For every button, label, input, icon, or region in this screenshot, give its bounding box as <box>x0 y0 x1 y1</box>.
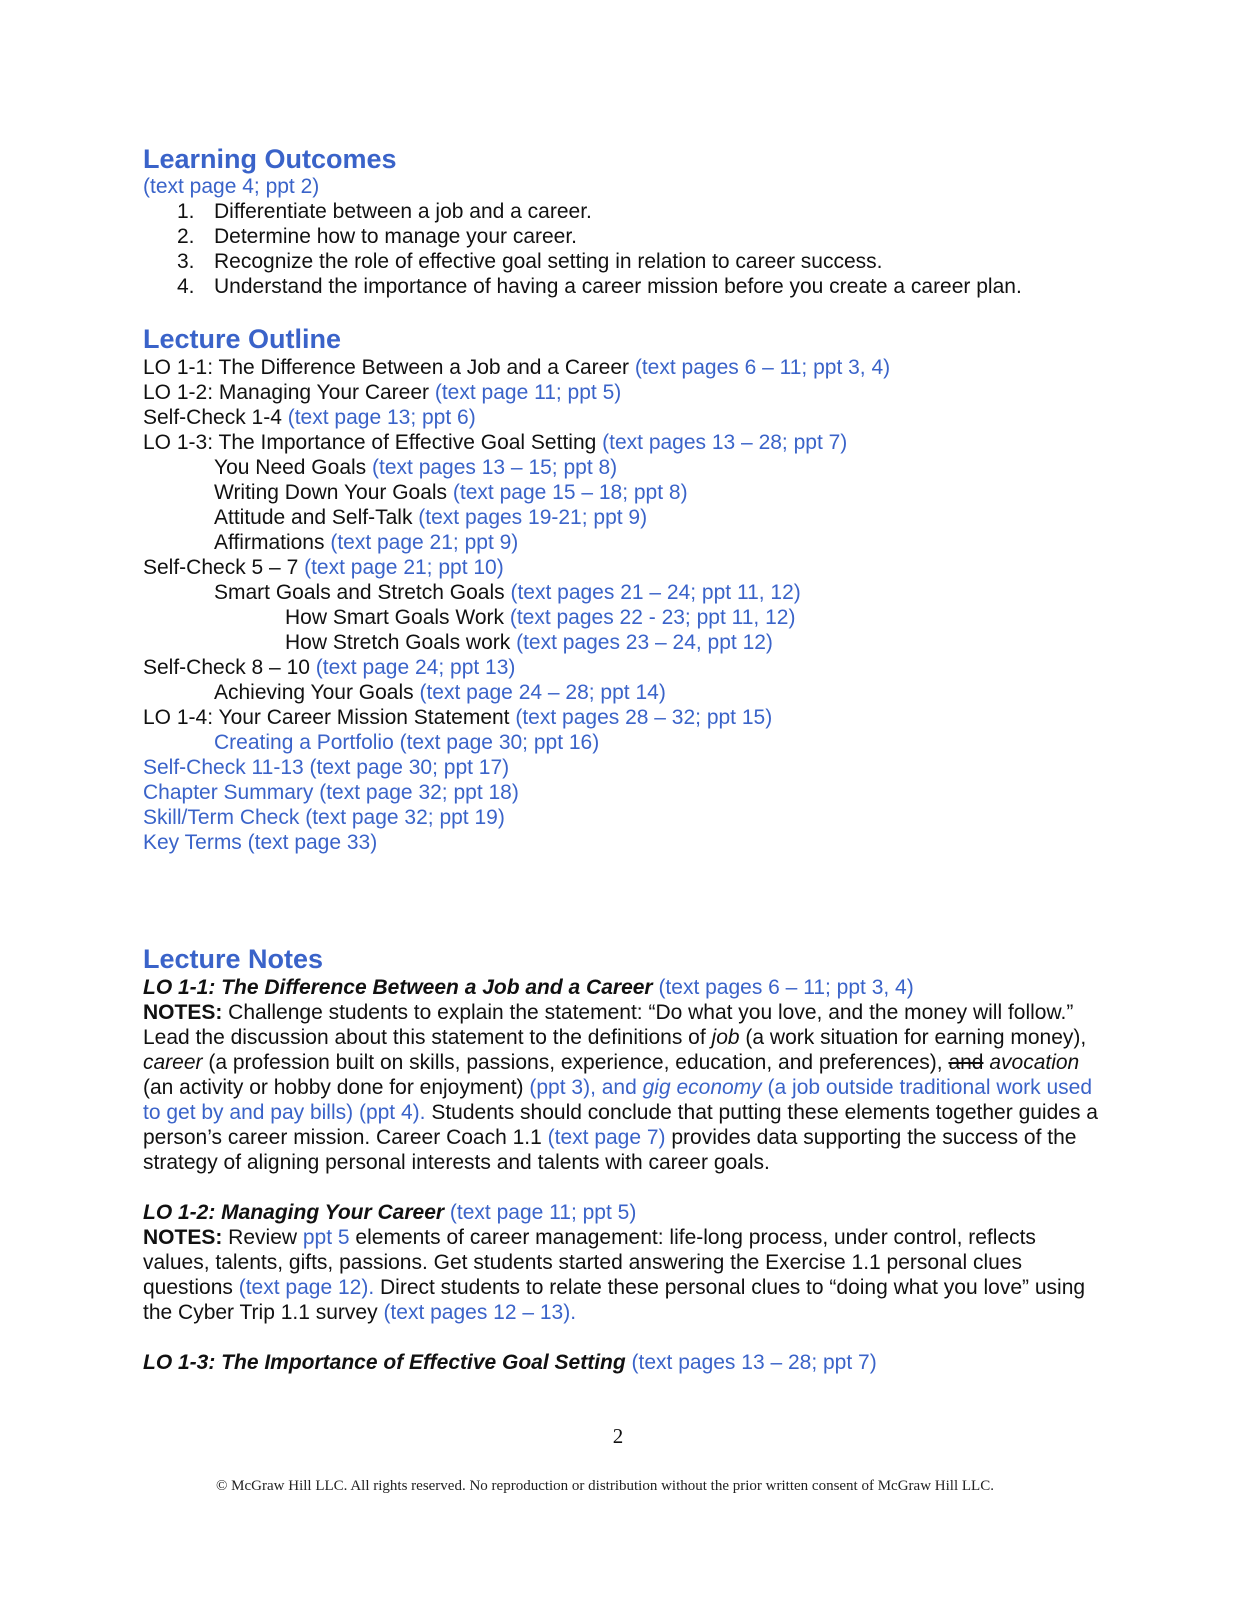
outline-line: Creating a Portfolio (text page 30; ppt 16) <box>214 731 600 754</box>
outline-line: You Need Goals (text pages 13 – 15; ppt 8) <box>214 456 618 479</box>
outline-line: Self-Check 1-4 (text page 13; ppt 6) <box>143 406 476 429</box>
lo3-notes <box>143 1350 1103 1375</box>
outline-line: How Stretch Goals work (text pages 23 – 24, ppt 12) <box>285 631 773 654</box>
section-lecture-outline <box>143 323 1103 855</box>
outline-line: Smart Goals and Stretch Goals (text pages 21 – 24; ppt 11, 12) <box>214 581 801 604</box>
outline-line: Self-Check 5 – 7 (text page 21; ppt 10) <box>143 556 504 579</box>
list-item: 1. Differentiate between a job and a career. <box>177 200 592 223</box>
section-lecture-notes <box>143 943 1103 1375</box>
list-item: 3. Recognize the role of effective goal setting in relation to career success. <box>177 250 883 273</box>
outline-line: Chapter Summary (text page 32; ppt 18) <box>143 781 519 804</box>
lo2-notes <box>143 1200 1103 1325</box>
list-item: 2. Determine how to manage your career. <box>177 225 578 248</box>
outline-line: Achieving Your Goals (text page 24 – 28; ppt 14) <box>214 681 666 704</box>
outline-line: Skill/Term Check (text page 32; ppt 19) <box>143 806 505 829</box>
outline-line: Affirmations (text page 21; ppt 9) <box>214 531 519 554</box>
outline-line: Attitude and Self-Talk (text pages 19-21; ppt 9) <box>214 506 648 529</box>
lo1-paragraph: NOTES: Challenge students to explain the statement: “Do what you love, and the money will follow.” Lead the discussion about this statement to the definitions of job (a work situation for earning money), career (a profession built on skills, passions, experience, education, and preferences), and avocation (an activity or hobby done for enjoyment) (ppt 3), and gig economy (a job outside traditional work used to get by and pay bills) (ppt 4). Students should conclude that putting these elements together guides a person’s career mission. Career Coach 1.1 (text page 7) provides data supporting the success of the strategy of aligning personal interests and talents with career goals. <box>143 1001 1098 1174</box>
outline-line: Key Terms (text page 33) <box>143 831 378 854</box>
learning-outcomes-ref: (text page 4; ppt 2) <box>143 175 320 198</box>
lo2-title-line: LO 1-2: Managing Your Career (text page 11; ppt 5) <box>143 1201 637 1224</box>
lo1-title-line: LO 1-1: The Difference Between a Job and a Career (text pages 6 – 11; ppt 3, 4) <box>143 976 914 999</box>
learning-outcomes-list <box>143 199 1103 299</box>
learning-outcomes-heading: Learning Outcomes <box>143 144 397 174</box>
outline-line: LO 1-4: Your Career Mission Statement (text pages 28 – 32; ppt 15) <box>143 706 773 729</box>
outline-line: How Smart Goals Work (text pages 22 - 23; ppt 11, 12) <box>285 606 796 629</box>
outline-line: Writing Down Your Goals (text page 15 – 18; ppt 8) <box>214 481 688 504</box>
section-learning-outcomes <box>143 143 1103 299</box>
lo3-title-line: LO 1-3: The Importance of Effective Goal Setting (text pages 13 – 28; ppt 7) <box>143 1351 877 1374</box>
lecture-notes-heading: Lecture Notes <box>143 944 324 974</box>
outline-line: LO 1-1: The Difference Between a Job and a Career (text pages 6 – 11; ppt 3, 4) <box>143 356 891 379</box>
page-number: 2 <box>612 1424 624 1448</box>
outline-line: LO 1-3: The Importance of Effective Goal Setting (text pages 13 – 28; ppt 7) <box>143 431 848 454</box>
list-item: 4. Understand the importance of having a career mission before you create a career plan. <box>177 275 1022 298</box>
outline-line: Self-Check 8 – 10 (text page 24; ppt 13) <box>143 656 516 679</box>
lo2-paragraph: NOTES: Review ppt 5 elements of career management: life-long process, under control, reflects values, talents, gifts, passions. Get students started answering the Exercise 1.1 personal clues questions (text page 12). Direct students to relate these personal clues to “doing what you love” using the Cyber Trip 1.1 survey (text pages 12 – 13). <box>143 1226 1086 1324</box>
document-page <box>143 143 1103 1375</box>
outline-line: LO 1-2: Managing Your Career (text page 11; ppt 5) <box>143 381 622 404</box>
copyright-footer: © McGraw Hill LLC. All rights reserved. No reproduction or distribution without the prior written consent of McGraw Hill LLC. <box>216 1478 994 1494</box>
lo1-notes <box>143 975 1103 1175</box>
outline-line: Self-Check 11-13 (text page 30; ppt 17) <box>143 756 510 779</box>
lecture-outline-heading: Lecture Outline <box>143 324 342 354</box>
